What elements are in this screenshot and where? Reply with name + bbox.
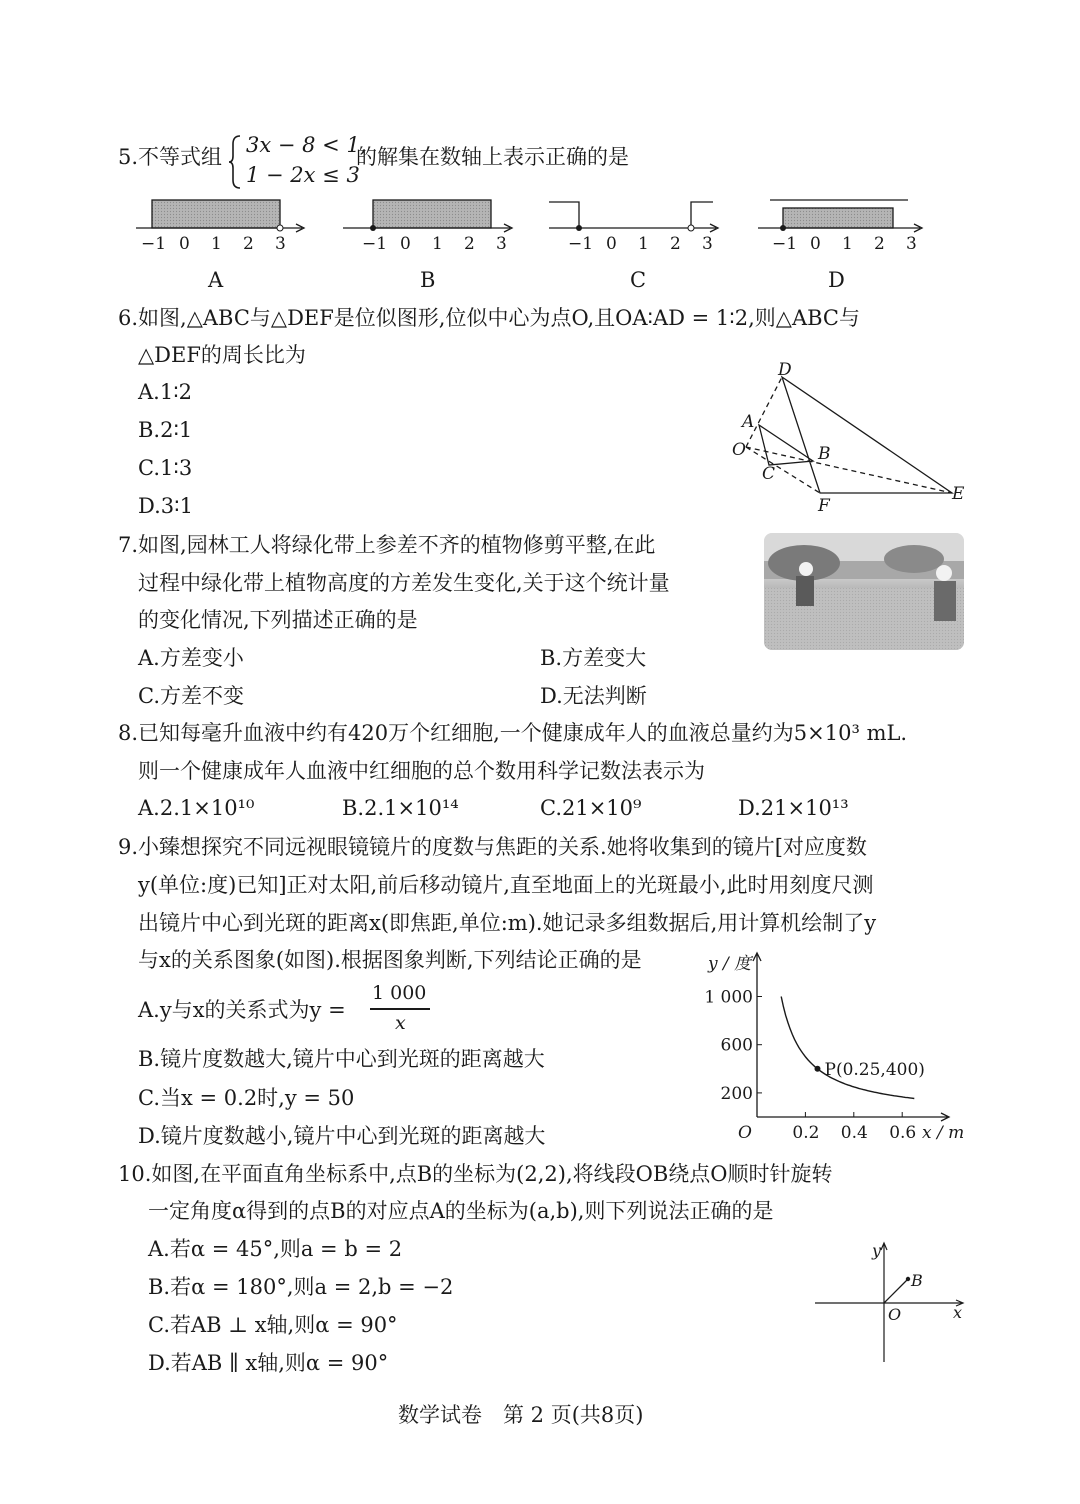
q5-d-closed-point	[780, 225, 786, 231]
q9-y-tick-label: 1 000	[704, 987, 753, 1008]
q10-option-b[interactable]: B.若α = 180°,则a = 2,b = −2	[148, 1275, 454, 1299]
q6-label-e: E	[952, 484, 965, 504]
q9-line1: 9.小臻想探究不同远视眼镜镜片的度数与焦距的关系.她将收集到的镜片[对应度数	[118, 835, 867, 859]
q9-x-tick-label: 0.6	[889, 1123, 917, 1143]
q9-line3: 出镜片中心到光斑的距离x(即焦距,单位:m).她记录多组数据后,用计算机绘制了y	[138, 911, 877, 935]
q5-tick-label: 2	[874, 234, 885, 254]
q10-line2: 一定角度α得到的点B的对应点A的坐标为(a,b),则下列说法正确的是	[148, 1199, 774, 1223]
q6-label-b: B	[818, 444, 831, 464]
q5-tick-label: 1	[432, 234, 443, 254]
q6-label-f: F	[818, 496, 830, 516]
q8-line2: 则一个健康成年人血液中红细胞的总个数用科学记数法表示为	[138, 759, 705, 783]
q10-option-a[interactable]: A.若α = 45°,则a = b = 2	[148, 1237, 403, 1261]
q5-option-b-number-line	[343, 200, 512, 232]
q9-point-p-label: P(0.25,400)	[824, 1059, 925, 1080]
q8-option-d[interactable]: D.21×10¹³	[738, 796, 849, 820]
q9-y-tick-label: 600	[720, 1035, 753, 1056]
q5-tick-label: −1	[362, 234, 388, 254]
q9-option-a-numerator: 1 000	[372, 982, 427, 1004]
q6-similar-triangles-figure	[720, 355, 980, 515]
q6-option-c[interactable]: C.1∶3	[138, 456, 193, 480]
q9-line2: y(单位:度)已知]正对太阳,前后移动镜片,直至地面上的光斑最小,此时用刻度尺测	[138, 873, 874, 897]
q5-number-lines	[130, 192, 930, 292]
q9-x-axis-label: x / m	[922, 1123, 965, 1143]
q6-option-b[interactable]: B.2∶1	[138, 418, 193, 442]
q5-c-right-ray	[691, 202, 713, 228]
q6-label-d: D	[778, 360, 792, 380]
q7-gardeners-photo	[764, 533, 964, 650]
q8-line1: 8.已知每毫升血液中约有420万个红细胞,一个健康成年人的血液总量约为5×10³ mL.	[118, 721, 908, 745]
q5-a-shaded-region	[152, 200, 280, 228]
q6-option-d[interactable]: D.3∶1	[138, 494, 193, 518]
q8-option-a[interactable]: A.2.1×10¹⁰	[138, 796, 255, 820]
q5-option-a[interactable]: A	[208, 268, 224, 292]
q5-tick-label: 0	[606, 234, 617, 254]
q10-label-x: x	[953, 1303, 963, 1322]
q5-option-d[interactable]: D	[828, 268, 845, 292]
q9-option-d[interactable]: D.镜片度数越小,镜片中心到光斑的距离越大	[138, 1124, 546, 1148]
q9-x-tick-label: 0.2	[792, 1123, 820, 1143]
q5-c-open-point	[688, 225, 694, 231]
q10-option-c[interactable]: C.若AB ⊥ x轴,则α = 90°	[148, 1313, 398, 1337]
q7-option-c[interactable]: C.方差不变	[138, 684, 244, 708]
q10-coordinate-figure	[810, 1238, 980, 1368]
q6-label-o: O	[732, 440, 746, 460]
q5-tick-label: 2	[670, 234, 681, 254]
q5-option-c-number-line	[549, 202, 718, 232]
q5-tick-label: 1	[638, 234, 649, 254]
q9-y-axis-label: y / 度	[708, 954, 752, 974]
q10-label-o: O	[888, 1305, 902, 1324]
q5-c-closed-point	[576, 225, 582, 231]
q5-option-a-number-line	[136, 200, 304, 232]
q10-label-b: B	[911, 1271, 923, 1290]
q5-tick-label: 3	[275, 234, 286, 254]
q5-tick-label: −1	[568, 234, 594, 254]
q9-fraction-bar	[370, 1008, 430, 1010]
q6-line1: 6.如图,△ABC与△DEF是位似图形,位似中心为点O,且OA∶AD = 1∶2,则△ABC与	[118, 306, 861, 330]
q9-option-b[interactable]: B.镜片度数越大,镜片中心到光斑的距离越大	[138, 1047, 545, 1071]
q9-point-p	[815, 1066, 821, 1072]
q5-option-c[interactable]: C	[630, 268, 647, 292]
q5-tick-label: 0	[179, 234, 190, 254]
q9-chart	[690, 940, 980, 1150]
q9-x-tick-label: 0.4	[840, 1123, 868, 1143]
q6-label-a: A	[742, 412, 755, 432]
q9-series-curve	[781, 997, 914, 1099]
q5-option-d-number-line	[758, 200, 922, 232]
q9-option-c[interactable]: C.当x = 0.2时,y = 50	[138, 1086, 355, 1110]
q5-tick-label: 3	[906, 234, 917, 254]
q7-line1: 7.如图,园林工人将绿化带上参差不齐的植物修剪平整,在此	[118, 533, 656, 557]
q5-b-closed-point	[370, 225, 376, 231]
q5-tick-label: 3	[702, 234, 713, 254]
q7-line2: 过程中绿化带上植物高度的方差发生变化,关于这个统计量	[138, 571, 670, 595]
q5-tick-label: −1	[141, 234, 167, 254]
q10-option-d[interactable]: D.若AB ∥ x轴,则α = 90°	[148, 1351, 389, 1375]
q5-stem-suffix: 的解集在数轴上表示正确的是	[356, 145, 629, 169]
q8-option-c[interactable]: C.21×10⁹	[540, 796, 642, 820]
q5-tick-label: 0	[400, 234, 411, 254]
q6-triangle-def	[782, 377, 952, 493]
q5-stem-prefix: 5.不等式组	[118, 145, 223, 169]
q5-system-line1: 3x − 8 < 1,	[246, 133, 367, 157]
q6-line2: △DEF的周长比为	[138, 343, 306, 367]
q5-tick-label: 0	[810, 234, 821, 254]
q5-brace	[228, 134, 242, 190]
q5-tick-label: 2	[464, 234, 475, 254]
q7-option-b[interactable]: B.方差变大	[540, 646, 647, 670]
q9-y-tick-label: 200	[720, 1083, 753, 1104]
q9-origin-label: O	[738, 1123, 752, 1143]
page-footer: 数学试卷 第 2 页(共8页)	[398, 1403, 644, 1427]
q5-tick-label: −1	[772, 234, 798, 254]
q10-label-y: y	[872, 1241, 882, 1260]
q10-segment-ob	[884, 1279, 908, 1303]
q7-line3: 的变化情况,下列描述正确的是	[138, 608, 418, 632]
q7-option-a[interactable]: A.方差变小	[138, 646, 244, 670]
q6-label-c: C	[762, 464, 776, 484]
q5-d-shaded-region	[783, 208, 893, 228]
q9-line4: 与x的关系图象(如图).根据图象判断,下列结论正确的是	[138, 948, 642, 972]
q5-tick-label: 3	[496, 234, 507, 254]
q8-option-b[interactable]: B.2.1×10¹⁴	[342, 796, 459, 820]
q7-option-d[interactable]: D.无法判断	[540, 684, 647, 708]
q6-option-a[interactable]: A.1∶2	[138, 380, 193, 404]
q10-line1: 10.如图,在平面直角坐标系中,点B的坐标为(2,2),将线段OB绕点O顺时针旋转	[118, 1162, 833, 1186]
q5-tick-label: 1	[211, 234, 222, 254]
q5-tick-label: 1	[842, 234, 853, 254]
q9-option-a-denominator: x	[395, 1012, 406, 1034]
q5-system-line2: 1 − 2x ≤ 3	[246, 163, 360, 187]
q5-a-open-point	[277, 225, 283, 231]
q5-tick-label: 2	[243, 234, 254, 254]
q5-c-left-ray	[549, 202, 579, 228]
q5-option-b[interactable]: B	[420, 268, 436, 292]
q9-option-a-prefix[interactable]: A.y与x的关系式为y =	[138, 998, 346, 1022]
q5-b-shaded-region	[373, 200, 491, 228]
